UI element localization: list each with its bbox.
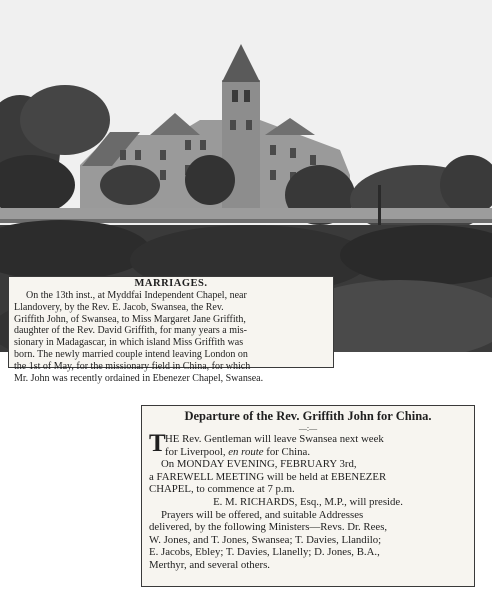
- divider: —:—: [298, 424, 318, 433]
- marriages-line: Llandovery, by the Rev. E. Jacob, Swansea, the Rev.: [14, 301, 224, 313]
- marriages-line: Griffith John, of Swansea, to Miss Margaret Jane Griffith,: [14, 313, 246, 325]
- departure-line: E. Jacobs, Ebley; T. Davies, Llanelly; D. Jones, B.A.,: [149, 546, 380, 559]
- marriages-line: On the 13th inst., at Myddfai Independent Chapel, near: [26, 290, 247, 301]
- marriages-heading: MARRIAGES.: [134, 278, 208, 289]
- departure-line: for Liverpool, en route for China.: [165, 445, 311, 458]
- marriages-line: sionary in Madagascar, in which island Miss Griffith was: [14, 337, 244, 349]
- departure-clipping: [141, 405, 475, 587]
- departure-intro: [149, 430, 467, 458]
- marriages-clipping: [8, 276, 334, 384]
- drop-cap: T: [149, 430, 166, 457]
- departure-line: CHAPEL, to commence at 7 p.m.: [149, 483, 295, 496]
- departure-line: E. M. RICHARDS, Esq., M.P., will preside.: [213, 495, 403, 508]
- marriages-line: the 1st of May, for the missionary field in China, for which: [14, 360, 251, 372]
- departure-line: W. Jones, and T. Jones, Swansea; T. Davies, Llandilo;: [149, 533, 382, 546]
- marriages-line: born. The newly married couple intend leaving London on: [14, 348, 248, 360]
- departure-line: a FAREWELL MEETING will be held at EBENEZER: [149, 470, 387, 483]
- departure-heading: Departure of the Rev. Griffith John for China.: [184, 409, 432, 423]
- departure-line: delivered, by the following Ministers—Revs. Dr. Rees,: [149, 521, 388, 534]
- departure-line: HE Rev. Gentleman will leave Swansea next week: [165, 433, 384, 445]
- marriages-text: [14, 290, 328, 384]
- marriages-line: Mr. John was recently ordained in Ebenezer Chapel, Swansea.: [14, 372, 264, 384]
- departure-line: Prayers will be offered, and suitable Addresses: [161, 508, 364, 521]
- departure-line: On MONDAY EVENING, FEBRUARY 3rd,: [161, 458, 357, 471]
- departure-line: Merthyr, and several others.: [149, 558, 270, 571]
- marriages-line: daughter of the Rev. David Griffith, for many years a mis-: [14, 325, 247, 337]
